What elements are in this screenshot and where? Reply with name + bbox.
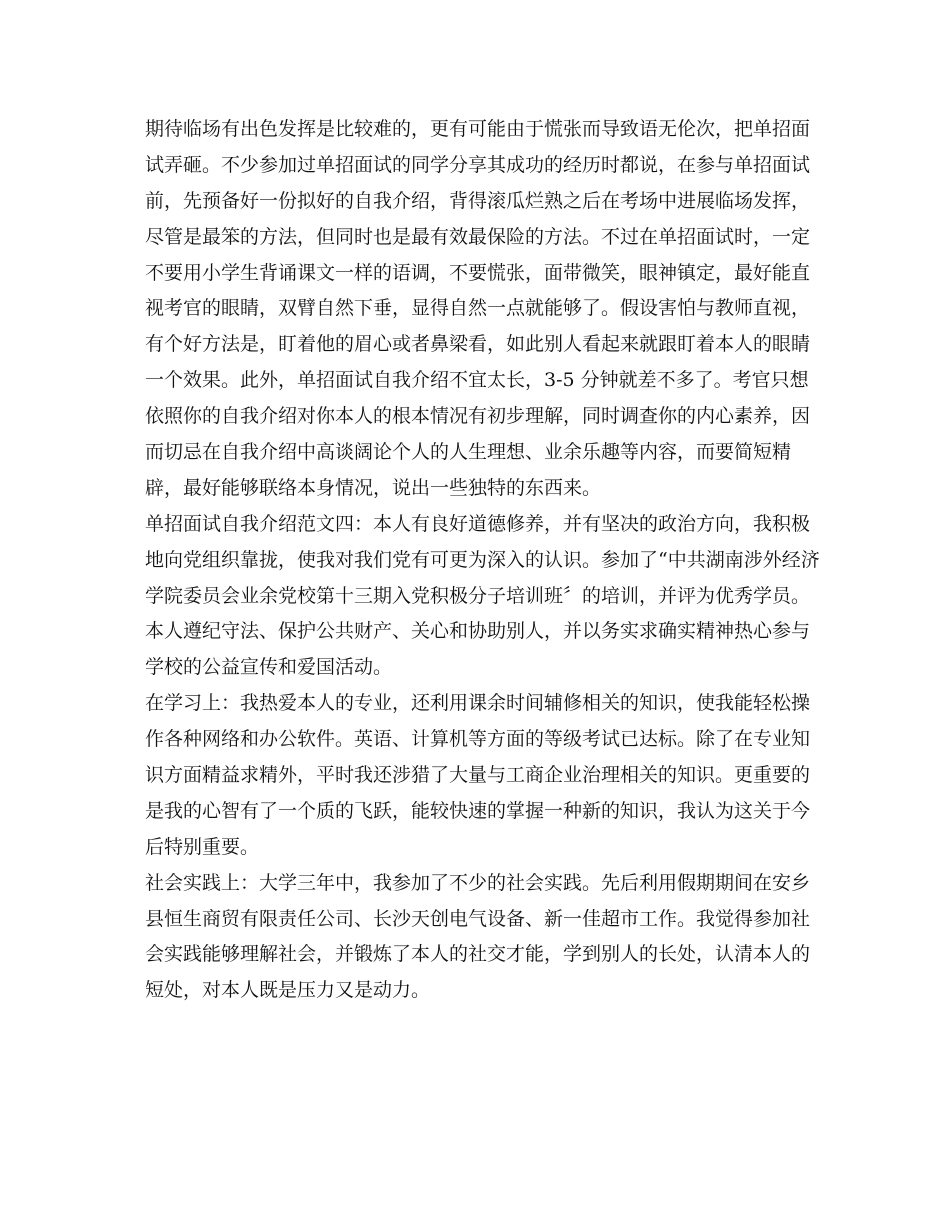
text-line: 学校的公益宣传和爱国活动。 [145, 656, 393, 679]
text-line: 县恒生商贸有限责任公司、长沙天创电气设备、新一佳超市工作。我觉得参加社 [145, 907, 811, 930]
text-line: 视考官的眼睛，双臂自然下垂，显得自然一点就能够了。假设害怕与教师直视， [145, 297, 811, 320]
text-line: 地向党组织靠拢，使我对我们党有可更为深入的认识。参加了“中共湖南涉外经济 [145, 548, 820, 571]
text-line: 在学习上：我热爱本人的专业，还利用课余时间辅修相关的知识，使我能轻松操 [145, 692, 811, 715]
text-line: 社会实践上：大学三年中，我参加了不少的社会实践。先后利用假期期间在安乡 [145, 871, 811, 894]
text-line: 单招面试自我介绍范文四：本人有良好道德修养，并有坚决的政治方向，我积极 [145, 512, 811, 535]
text-line: 试弄砸。不少参加过单招面试的同学分享其成功的经历时都说，在参与单招面试 [145, 153, 811, 176]
text-line: 不要用小学生背诵课文一样的语调，不要慌张，面带微笑，眼神镇定，最好能直 [145, 261, 811, 284]
text-line: 依照你的自我介绍对你本人的根本情况有初步理解，同时调查你的内心素养，因 [145, 405, 811, 428]
text-line: 本人遵纪守法、保护公共财产、关心和协助别人，并以务实求确实精神热心参与 [145, 620, 811, 643]
text-line: 期待临场有出色发挥是比较难的，更有可能由于慌张而导致语无伦次，把单招面 [145, 118, 811, 140]
text-line: 作各种网络和办公软件。英语、计算机等方面的等级考试已达标。除了在专业知 [145, 728, 811, 751]
text-line: 学院委员会业余党校第十三期入党积极分子培训班〞的培训，并评为优秀学员。 [145, 584, 811, 607]
text-line: 尽管是最笨的方法，但同时也是最有效最保险的方法。不过在单招面试时，一定 [145, 225, 811, 248]
text-line: 后特别重要。 [145, 835, 260, 858]
text-line: 识方面精益求精外，平时我还涉猎了大量与工商企业治理相关的知识。更重要的 [145, 764, 811, 787]
text-line: 一个效果。此外，单招面试自我介绍不宜太长，3-5 分钟就差不多了。考官只想 [145, 369, 809, 392]
text-line: 前，先预备好一份拟好的自我介绍，背得滚瓜烂熟之后在考场中进展临场发挥， [145, 189, 811, 212]
text-line: 有个好方法是，盯着他的眉心或者鼻梁看，如此别人看起来就跟盯着本人的眼睛 [145, 333, 811, 356]
text-line: 辟，最好能够联络本身情况，说出一些独特的东西来。 [145, 476, 602, 499]
text-line: 是我的心智有了一个质的飞跃，能较快速的掌握一种新的知识，我认为这关于今 [145, 799, 811, 822]
document-body [145, 112, 845, 1009]
text-line: 会实践能够理解社会，并锻炼了本人的社交才能，学到别人的长处，认清本人的 [145, 943, 811, 966]
text-line: 而切忌在自我介绍中高谈阔论个人的人生理想、业余乐趣等内容，而要简短精 [145, 441, 792, 464]
text-line: 短处，对本人既是压力又是动力。 [145, 979, 431, 1002]
